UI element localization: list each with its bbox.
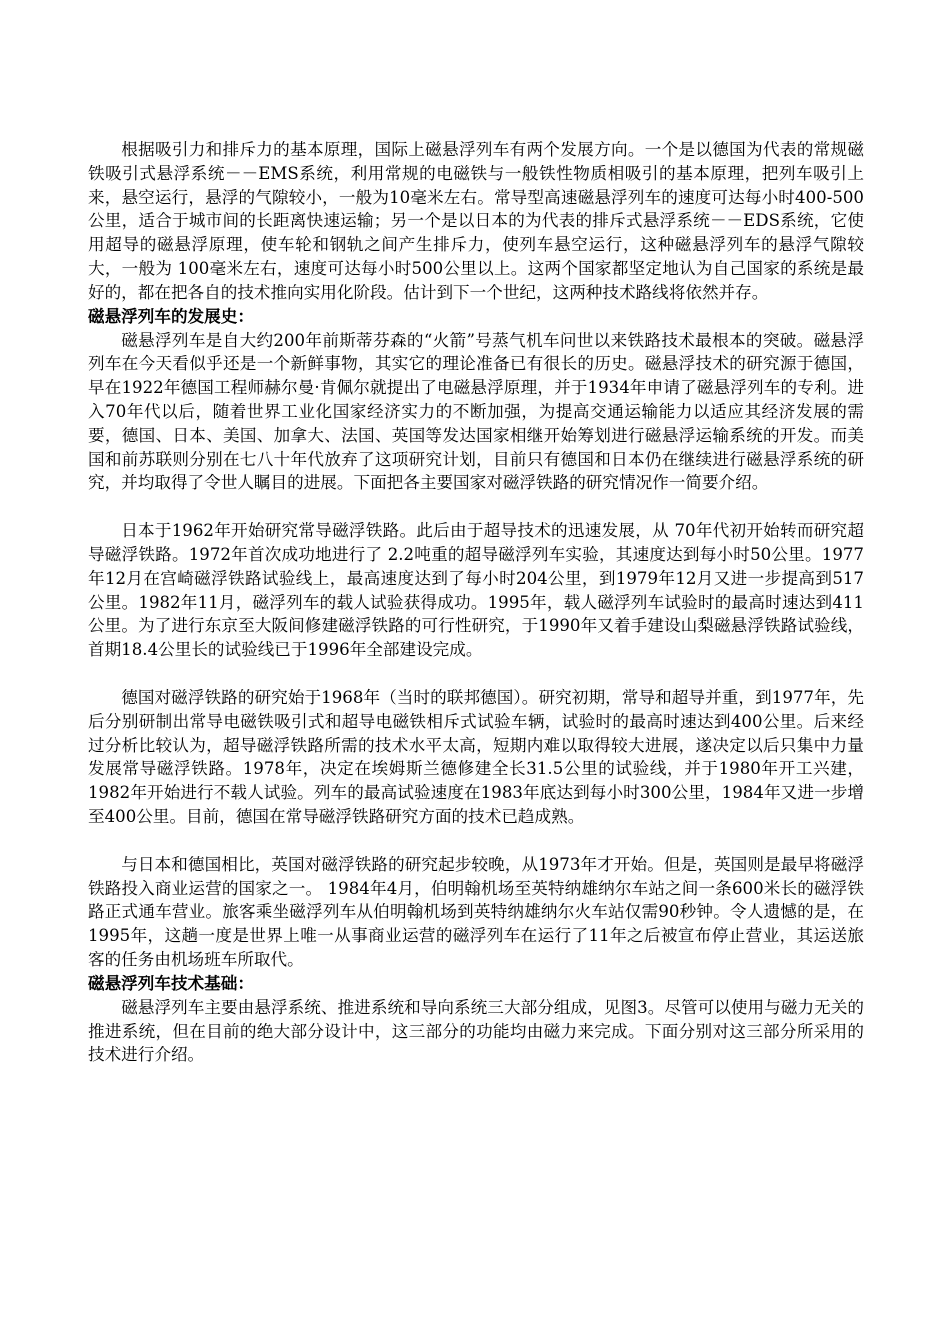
document-page [88, 138, 864, 1067]
tech-heading: 磁悬浮列车技术基础： [88, 973, 254, 993]
uk-paragraph: 与日本和德国相比，英国对磁浮铁路的研究起步较晚，从1973年才开始。但是，英国则是最早将磁浮铁路投入商业运营的国家之一。 1984年4月，伯明翰机场至英特纳雄纳尔车站之间一条600米长的磁浮铁路正式通车营业。旅客乘坐磁浮列车从伯明翰机场到英特纳雄纳尔火车站仅需90秒钟。令人遗憾的是，在1995年，这趟一度是世界上唯一从事商业运营的磁浮列车在运行了11年之后被宣布停止营业，其运送旅客的任务由机场班车所取代。 [88, 854, 864, 969]
tech-paragraph: 磁悬浮列车主要由悬浮系统、推进系统和导向系统三大部分组成，见图3。尽管可以使用与磁力无关的推进系统，但在目前的绝大部分设计中，这三部分的功能均由磁力来完成。下面分别对这三部分所采用的技术进行介绍。 [88, 997, 864, 1065]
paragraph-spacer [88, 662, 864, 686]
japan-paragraph: 日本于1962年开始研究常导磁浮铁路。此后由于超导技术的迅速发展，从 70年代初开始转而研究超导磁浮铁路。1972年首次成功地进行了 2.2吨重的超导磁浮列车实验，其速度达到每小时50公里。1977年12月在宫崎磁浮铁路试验线上，最高速度达到了每小时204公里，到1979年12月又进一步提高到517公里。1982年11月，磁浮列车的载人试验获得成功。1995年，载人磁浮列车试验时的最高时速达到411公里。为了进行东京至大阪间修建磁浮铁路的可行性研究，于1990年又着手建设山梨磁悬浮铁路试验线，首期18.4公里长的试验线已于1996年全部建设完成。 [88, 521, 864, 660]
history-paragraph: 磁悬浮列车是自大约200年前斯蒂芬森的“火箭”号蒸气机车问世以来铁路技术最根本的突破。磁悬浮列车在今天看似乎还是一个新鲜事物，其实它的理论准备已有很长的历史。磁悬浮技术的研究源于德国，早在1922年德国工程师赫尔曼·肯佩尔就提出了电磁悬浮原理，并于1934年申请了磁悬浮列车的专利。进入70年代以后，随着世界工业化国家经济实力的不断加强，为提高交通运输能力以适应其经济发展的需要，德国、日本、美国、加拿大、法国、英国等发达国家相继开始筹划进行磁悬浮运输系统的开发。而美国和前苏联则分别在七八十年代放弃了这项研究计划，目前只有德国和日本仍在继续进行磁悬浮系统的研究，并均取得了令世人瞩目的进展。下面把各主要国家对磁浮铁路的研究情况作一简要介绍。 [88, 330, 864, 493]
intro-paragraph: 根据吸引力和排斥力的基本原理，国际上磁悬浮列车有两个发展方向。一个是以德国为代表的常规磁铁吸引式悬浮系统－－EMS系统，利用常规的电磁铁与一般铁性物质相吸引的基本原理，把列车吸引上来，悬空运行，悬浮的气隙较小，一般为10毫米左右。常导型高速磁悬浮列车的速度可达每小时400-500公里，适合于城市间的长距离快速运输；另一个是以日本的为代表的排斥式悬浮系统－－EDS系统，它使用超导的磁悬浮原理，使车轮和钢轨之间产生排斥力，使列车悬空运行，这种磁悬浮列车的悬浮气隙较大，一般为 100毫米左右，速度可达每小时500公里以上。这两个国家都坚定地认为自己国家的系统是最好的，都在把各自的技术推向实用化阶段。估计到下一个世纪，这两种技术路线将依然并存。 [88, 140, 864, 302]
history-heading: 磁悬浮列车的发展史： [88, 306, 254, 326]
paragraph-spacer [88, 829, 864, 853]
germany-paragraph: 德国对磁浮铁路的研究始于1968年（当时的联邦德国）。研究初期，常导和超导并重，到1977年，先后分别研制出常导电磁铁吸引式和超导电磁铁相斥式试验车辆，试验时的最高时速达到400公里。后来经过分析比较认为，超导磁浮铁路所需的技术水平太高，短期内难以取得较大进展，遂决定以后只集中力量发展常导磁浮铁路。1978年，决定在埃姆斯兰德修建全长31.5公里的试验线，并于1980年开工兴建，1982年开始进行不载人试验。列车的最高试验速度在1983年底达到每小时300公里，1984年又进一步增至400公里。目前，德国在常导磁浮铁路研究方面的技术已趋成熟。 [88, 687, 864, 826]
paragraph-spacer [88, 495, 864, 519]
